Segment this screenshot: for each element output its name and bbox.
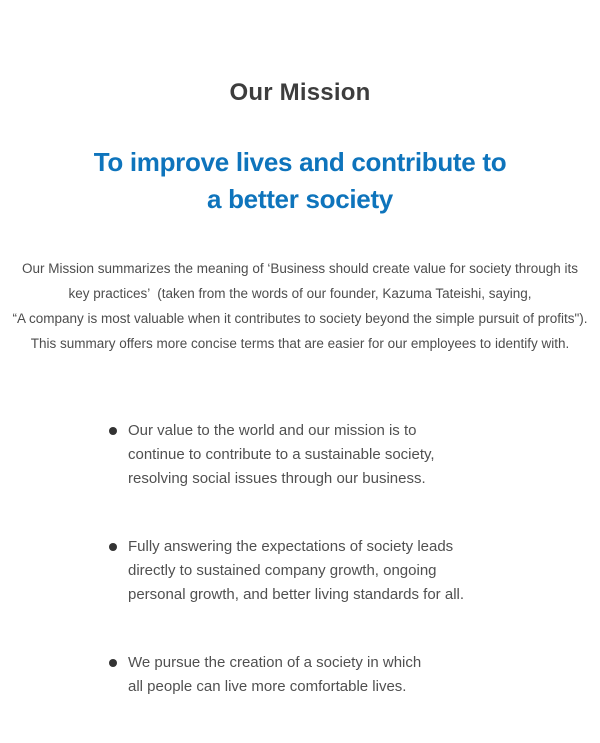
bullet-icon bbox=[109, 427, 117, 435]
list-item-line: Fully answering the expectations of society leads bbox=[128, 538, 454, 555]
bullet-icon bbox=[109, 659, 117, 667]
list-item bbox=[109, 419, 464, 491]
list-item-line: We pursue the creation of a society in which bbox=[128, 654, 422, 671]
mission-statement-heading bbox=[0, 144, 600, 218]
mission-points-list bbox=[109, 419, 464, 743]
page-title: Our Mission bbox=[229, 79, 371, 107]
mission-statement-line: To improve lives and contribute to bbox=[93, 147, 507, 177]
mission-description-line: key practices’ (taken from the words of our founder, Kazuma Tateishi, saying, bbox=[68, 286, 532, 301]
list-item-line: personal growth, and better living standards for all. bbox=[128, 586, 465, 603]
list-item-text bbox=[128, 419, 435, 491]
bullet-icon bbox=[109, 543, 117, 551]
list-item-text bbox=[128, 535, 464, 607]
list-item bbox=[109, 651, 464, 699]
list-item-line: Our value to the world and our mission is to bbox=[128, 422, 417, 439]
list-item-line: continue to contribute to a sustainable society, bbox=[128, 446, 435, 463]
mission-description-line: Our Mission summarizes the meaning of ‘Business should create value for society through its bbox=[21, 261, 578, 276]
mission-description-line: “A company is most valuable when it contributes to society beyond the simple pursuit of profits"). bbox=[12, 311, 588, 326]
list-item-line: resolving social issues through our business. bbox=[128, 470, 426, 487]
list-item-line: directly to sustained company growth, ongoing bbox=[128, 562, 437, 579]
list-item-text bbox=[128, 651, 421, 699]
mission-description bbox=[0, 256, 600, 356]
mission-description-line: This summary offers more concise terms that are easier for our employees to identify with. bbox=[30, 336, 570, 351]
list-item-line: all people can live more comfortable lives. bbox=[128, 678, 407, 695]
list-item bbox=[109, 535, 464, 607]
mission-statement-line: a better society bbox=[207, 184, 393, 214]
